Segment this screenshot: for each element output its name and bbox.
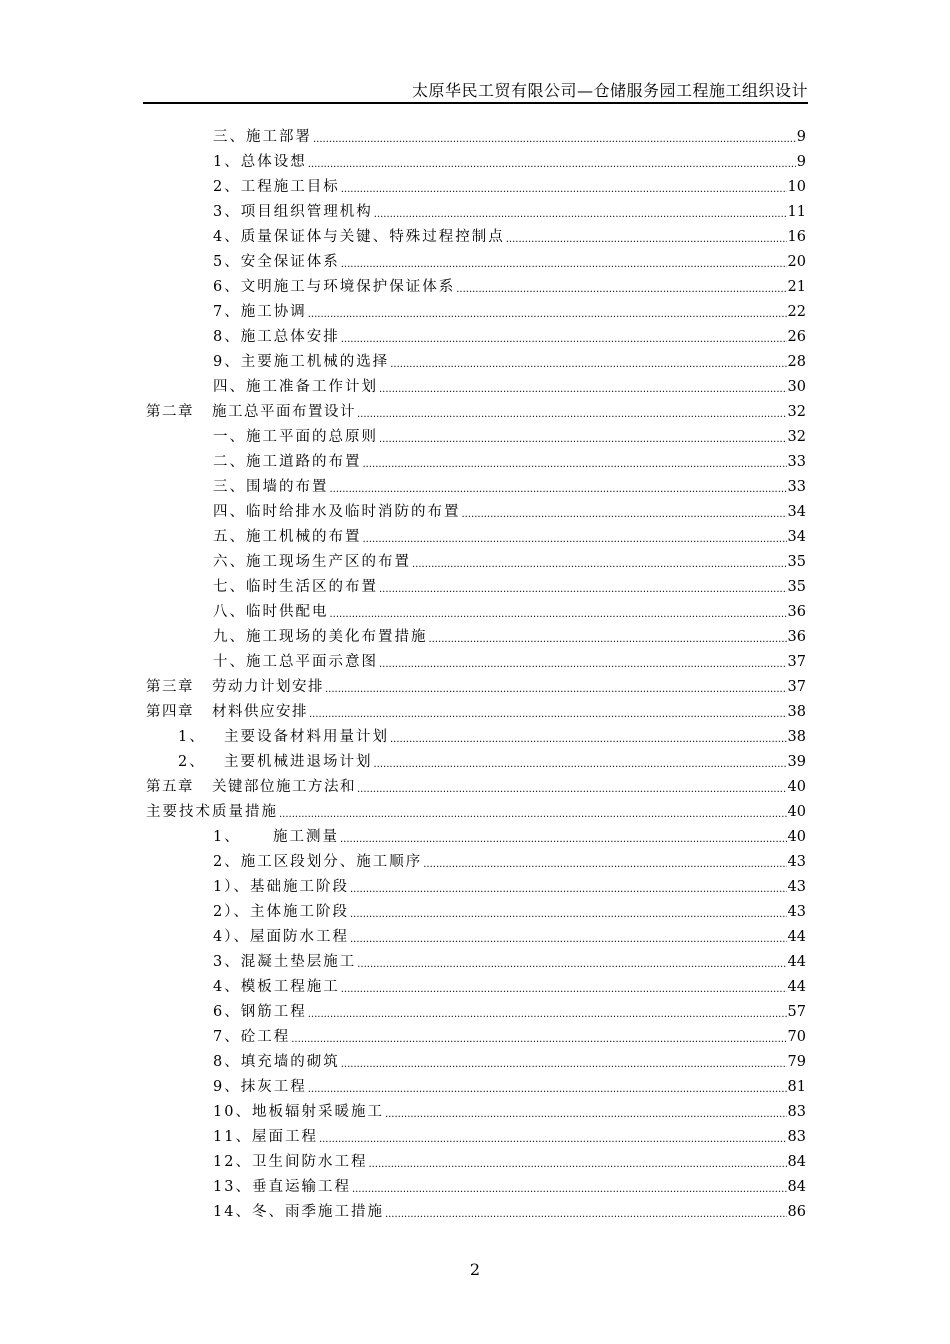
dot-leader (462, 500, 787, 524)
toc-entry-label: 施工总平面布置设计 (212, 404, 356, 420)
dot-leader (341, 175, 787, 199)
toc-entry-label: 4）、屋面防水工程 (213, 929, 349, 945)
toc-entry-page: 86 (787, 1204, 806, 1220)
toc-entry-label: 8、施工总体安排 (213, 329, 340, 345)
dot-leader (308, 1000, 787, 1024)
dot-leader (279, 800, 787, 824)
toc-entry[interactable] (213, 650, 806, 674)
document-title: 太原华民工贸有限公司—仓储服务园工程施工组织设计 (411, 81, 808, 100)
toc-entry-page: 38 (787, 729, 806, 745)
toc-entry-page: 43 (787, 879, 806, 895)
dot-leader (319, 1125, 787, 1149)
toc-entry-label: 四、临时给排水及临时消防的布置 (213, 504, 461, 520)
dot-leader (379, 425, 787, 449)
toc-entry-label: 施工测量 (273, 829, 339, 845)
toc-entry[interactable] (213, 850, 806, 874)
toc-entry-page: 79 (787, 1054, 806, 1070)
toc-entry-label: 14、冬、雨季施工措施 (213, 1204, 384, 1220)
toc-entry[interactable] (213, 550, 806, 574)
page-header (143, 78, 808, 104)
toc-entry-page: 44 (787, 954, 806, 970)
dot-leader (385, 1200, 787, 1224)
toc-entry-page: 84 (787, 1154, 806, 1170)
toc-entry-label: 9、抹灰工程 (213, 1079, 307, 1095)
toc-entry-label: 1）、基础施工阶段 (213, 879, 349, 895)
item-number: 1、 (213, 829, 241, 845)
dot-leader (325, 675, 787, 699)
dot-leader (308, 150, 796, 174)
dot-leader (374, 200, 787, 224)
toc-entry[interactable] (213, 825, 806, 849)
toc-entry-page: 83 (787, 1129, 806, 1145)
toc-entry-label: 九、施工现场的美化布置措施 (213, 629, 428, 645)
dot-leader (456, 275, 786, 299)
toc-entry[interactable] (213, 1100, 806, 1124)
toc-entry[interactable] (213, 1200, 806, 1224)
toc-entry-label: 7、砼工程 (213, 1029, 291, 1045)
toc-entry-label: 7、施工协调 (213, 304, 307, 320)
toc-entry[interactable] (213, 300, 806, 324)
toc-entry-label: 三、围墙的布置 (213, 479, 329, 495)
dot-leader (374, 750, 787, 774)
dot-leader (357, 950, 786, 974)
toc-entry-page: 83 (787, 1104, 806, 1120)
dot-leader (357, 400, 787, 424)
toc-entry-page: 40 (787, 829, 806, 845)
toc-entry-label: 八、临时供配电 (213, 604, 329, 620)
dot-leader (291, 1025, 786, 1049)
toc-entry-page: 44 (787, 929, 806, 945)
toc-entry-label: 主要技术质量措施 (146, 804, 278, 820)
toc-entry-page: 40 (787, 779, 806, 795)
toc-entry[interactable] (213, 950, 806, 974)
toc-chapter-entry[interactable] (146, 400, 806, 424)
toc-entry[interactable] (213, 900, 806, 924)
toc-entry[interactable] (178, 750, 806, 774)
toc-entry-page: 28 (787, 354, 806, 370)
dot-leader (390, 350, 786, 374)
toc-entry-page: 10 (787, 179, 806, 195)
toc-entry-label: 13、垂直运输工程 (213, 1179, 351, 1195)
toc-entry-label: 11、屋面工程 (213, 1129, 318, 1145)
toc-entry[interactable] (213, 1000, 806, 1024)
toc-entry-label: 3、混凝土垫层施工 (213, 954, 357, 970)
toc-entry-page: 9 (796, 129, 806, 145)
toc-entry[interactable] (213, 875, 806, 899)
toc-entry[interactable] (213, 375, 806, 399)
toc-entry-page: 11 (787, 204, 806, 220)
toc-entry[interactable] (213, 1050, 806, 1074)
toc-entry[interactable] (213, 500, 806, 524)
dot-leader (368, 1150, 786, 1174)
toc-entry[interactable] (213, 225, 806, 249)
toc-entry-page: 21 (787, 279, 806, 295)
toc-entry-page: 40 (787, 804, 806, 820)
toc-entry[interactable] (146, 800, 806, 824)
toc-entry-label: 2、施工区段划分、施工顺序 (213, 854, 423, 870)
dot-leader (308, 1075, 787, 1099)
toc-entry[interactable] (213, 275, 806, 299)
toc-entry-label: 9、主要施工机械的选择 (213, 354, 390, 370)
item-number: 1、 (178, 729, 206, 745)
toc-entry[interactable] (213, 575, 806, 599)
toc-entry[interactable] (213, 325, 806, 349)
toc-entry-page: 43 (787, 904, 806, 920)
toc-entry-page: 38 (787, 704, 806, 720)
toc-entry-label: 6、文明施工与环境保护保证体系 (213, 279, 456, 295)
dot-leader (341, 250, 787, 274)
chapter-number: 第四章 (146, 704, 194, 720)
dot-leader (379, 575, 787, 599)
toc-entry-label: 七、临时生活区的布置 (213, 579, 378, 595)
toc-entry-label: 3、项目组织管理机构 (213, 204, 373, 220)
toc-entry[interactable] (213, 525, 806, 549)
toc-entry-label: 材料供应安排 (212, 704, 308, 720)
toc-entry-page: 26 (787, 329, 806, 345)
toc-entry-label: 三、施工部署 (213, 129, 312, 145)
toc-chapter-entry[interactable] (146, 700, 806, 724)
dot-leader (385, 1100, 787, 1124)
toc-entry-page: 34 (787, 504, 806, 520)
dot-leader (379, 375, 787, 399)
toc-entry-page: 20 (787, 254, 806, 270)
toc-entry-page: 30 (787, 379, 806, 395)
toc-entry-label: 主要机械进退场计划 (224, 754, 373, 770)
toc-chapter-entry[interactable] (146, 775, 806, 799)
toc-entry[interactable] (213, 625, 806, 649)
toc-entry-page: 84 (787, 1179, 806, 1195)
toc-entry-label: 2、工程施工目标 (213, 179, 340, 195)
toc-entry-page: 22 (787, 304, 806, 320)
toc-entry[interactable] (213, 475, 806, 499)
chapter-number: 第五章 (146, 779, 194, 795)
toc-entry[interactable] (213, 125, 806, 149)
toc-entry-page: 37 (787, 679, 806, 695)
toc-entry-page: 9 (796, 154, 806, 170)
toc-entry-page: 32 (787, 404, 806, 420)
toc-entry-page: 57 (787, 1004, 806, 1020)
toc-entry-page: 36 (787, 629, 806, 645)
toc-entry-page: 32 (787, 429, 806, 445)
toc-entry-label: 1、总体设想 (213, 154, 307, 170)
toc-entry-page: 39 (787, 754, 806, 770)
toc-entry-page: 44 (787, 979, 806, 995)
toc-entry[interactable] (213, 975, 806, 999)
dot-leader (340, 825, 787, 849)
dot-leader (363, 450, 787, 474)
toc-entry-page: 36 (787, 604, 806, 620)
toc-entry-page: 43 (787, 854, 806, 870)
dot-leader (390, 725, 787, 749)
dot-leader (412, 550, 787, 574)
dot-leader (363, 525, 787, 549)
dot-leader (379, 650, 787, 674)
toc-entry-page: 81 (787, 1079, 806, 1095)
chapter-number: 第二章 (146, 404, 194, 420)
toc-entry-page: 35 (787, 554, 806, 570)
toc-entry-label: 关键部位施工方法和 (212, 779, 356, 795)
toc-chapter-entry[interactable] (146, 675, 806, 699)
toc-entry[interactable] (213, 600, 806, 624)
toc-entry[interactable] (213, 450, 806, 474)
toc-entry-label: 2）、主体施工阶段 (213, 904, 349, 920)
toc-entry-label: 主要设备材料用量计划 (224, 729, 389, 745)
toc-entry-page: 70 (787, 1029, 806, 1045)
toc-entry-page: 33 (787, 479, 806, 495)
toc-entry[interactable] (213, 250, 806, 274)
toc-entry-label: 4、质量保证体与关键、特殊过程控制点 (213, 229, 505, 245)
dot-leader (352, 1175, 787, 1199)
toc-entry[interactable] (213, 1025, 806, 1049)
toc-entry[interactable] (213, 1175, 806, 1199)
dot-leader (330, 600, 787, 624)
page-number: 2 (469, 1260, 481, 1279)
dot-leader (350, 900, 787, 924)
toc-entry[interactable] (213, 150, 806, 174)
dot-leader (308, 300, 787, 324)
toc-entry-label: 5、安全保证体系 (213, 254, 340, 270)
toc-entry-label: 十、施工总平面示意图 (213, 654, 378, 670)
toc-entry-page: 37 (787, 654, 806, 670)
toc-entry[interactable] (213, 1150, 806, 1174)
toc-entry[interactable] (213, 425, 806, 449)
toc-entry-label: 六、施工现场生产区的布置 (213, 554, 411, 570)
toc-entry-label: 二、施工道路的布置 (213, 454, 362, 470)
chapter-number: 第三章 (146, 679, 194, 695)
dot-leader (313, 125, 796, 149)
toc-entry[interactable] (213, 175, 806, 199)
toc-entry[interactable] (213, 925, 806, 949)
toc-entry-label: 一、施工平面的总原则 (213, 429, 378, 445)
toc-entry-label: 4、模板工程施工 (213, 979, 340, 995)
toc-entry-label: 10、地板辐射采暖施工 (213, 1104, 384, 1120)
toc-entry-page: 35 (787, 579, 806, 595)
dot-leader (341, 975, 787, 999)
dot-leader (357, 775, 787, 799)
dot-leader (309, 700, 787, 724)
toc-entry[interactable] (213, 1075, 806, 1099)
dot-leader (506, 225, 787, 249)
dot-leader (350, 925, 787, 949)
toc-entry[interactable] (213, 200, 806, 224)
toc-entry-page: 16 (787, 229, 806, 245)
toc-entry[interactable] (178, 725, 806, 749)
toc-entry-label: 五、施工机械的布置 (213, 529, 362, 545)
item-number: 2、 (178, 754, 206, 770)
toc-entry-label: 8、填充墙的砌筑 (213, 1054, 340, 1070)
toc-entry-page: 34 (787, 529, 806, 545)
dot-leader (341, 325, 787, 349)
toc-entry-label: 6、钢筋工程 (213, 1004, 307, 1020)
toc-entry-label: 劳动力计划安排 (212, 679, 324, 695)
toc-entry-label: 12、卫生间防水工程 (213, 1154, 368, 1170)
dot-leader (423, 850, 786, 874)
dot-leader (330, 475, 787, 499)
dot-leader (350, 875, 787, 899)
toc-entry[interactable] (213, 350, 806, 374)
toc-entry[interactable] (213, 1125, 806, 1149)
dot-leader (429, 625, 787, 649)
toc-entry-page: 33 (787, 454, 806, 470)
toc-entry-label: 四、施工准备工作计划 (213, 379, 378, 395)
dot-leader (341, 1050, 787, 1074)
